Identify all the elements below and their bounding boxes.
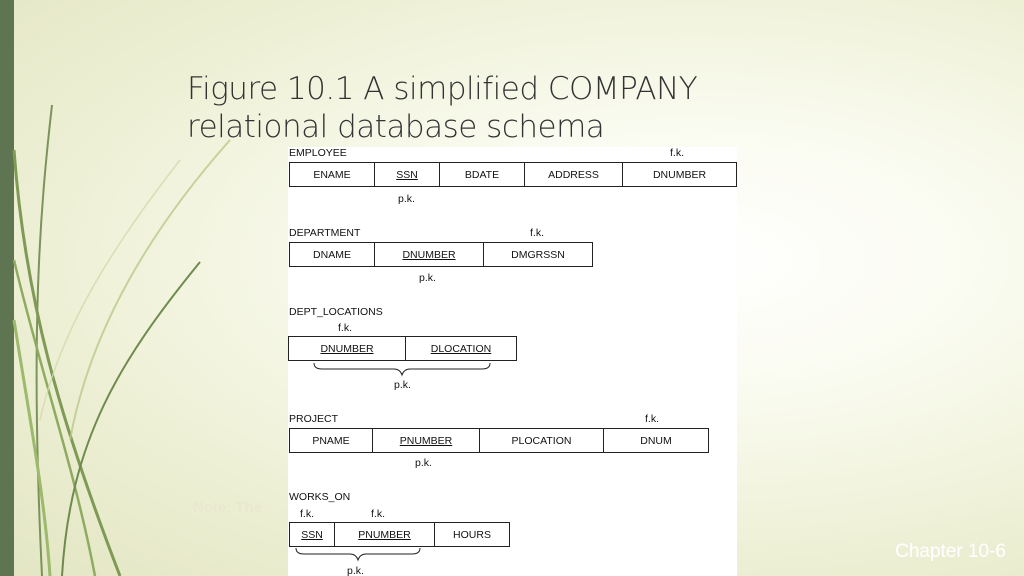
employee-col-ssn-label: SSN xyxy=(396,168,418,181)
employee-table-name: EMPLOYEE xyxy=(289,147,347,159)
employee-pk-label: p.k. xyxy=(398,193,415,205)
employee-col-dnumber: DNUMBER xyxy=(652,168,707,181)
dept-locations-col-dnumber-label: DNUMBER xyxy=(320,342,374,355)
department-fk-label: f.k. xyxy=(530,227,545,239)
slide-footer-chapter: Chapter 10-6 xyxy=(895,541,1006,562)
project-pk-label: p.k. xyxy=(415,457,432,469)
employee-col-ename: ENAME xyxy=(290,163,375,186)
project-fk-label: f.k. xyxy=(645,413,660,425)
project-col-pname: PNAME xyxy=(290,429,373,452)
dept-locations-relation xyxy=(288,336,517,361)
dept-locations-col-dlocation xyxy=(406,337,516,360)
department-col-dnumber-label: DNUMBER xyxy=(402,248,456,261)
title-line-2: relational database schema xyxy=(187,109,605,145)
project-table-name: PROJECT xyxy=(289,413,339,425)
dept-locations-col-dlocation-label: DLOCATION xyxy=(430,342,492,355)
works-on-col-ssn-label: SSN xyxy=(301,528,323,541)
works-on-table-name: WORKS_ON xyxy=(289,491,351,503)
department-relation xyxy=(289,242,593,267)
project-col-pnumber xyxy=(373,429,480,452)
dept-locations-col-dnumber xyxy=(289,337,406,360)
employee-col-ssn xyxy=(375,163,440,186)
slide-title xyxy=(187,70,807,146)
works-on-pk-brace xyxy=(296,548,426,562)
project-col-pnumber-label: PNUMBER xyxy=(399,434,453,447)
department-col-dname: DNAME xyxy=(290,243,375,266)
title-line-1: Figure 10.1 A simplified COMPANY xyxy=(187,71,698,107)
schema-diagram xyxy=(288,147,737,576)
department-table-name: DEPARTMENT xyxy=(289,227,361,239)
works-on-col-pnumber xyxy=(335,523,435,546)
department-col-dmgrssn: DMGRSSN xyxy=(511,248,565,261)
works-on-relation xyxy=(289,522,510,547)
project-col-dnum: DNUM xyxy=(640,434,672,447)
employee-col-bdate: BDATE xyxy=(440,163,525,186)
employee-relation xyxy=(289,162,737,187)
works-on-fk1-label: f.k. xyxy=(300,508,315,520)
works-on-pk-label: p.k. xyxy=(347,565,364,576)
dept-locations-pk-label: p.k. xyxy=(394,379,411,391)
employee-fk-label: f.k. xyxy=(670,147,685,159)
employee-col-address: ADDRESS xyxy=(525,163,623,186)
dept-locations-pk-brace xyxy=(314,363,494,377)
works-on-col-hours: HOURS xyxy=(453,528,491,541)
department-col-dnumber xyxy=(375,243,484,266)
dept-locations-table-name: DEPT_LOCATIONS xyxy=(289,306,383,318)
faded-note-text: Note: The xyxy=(193,499,263,516)
project-relation xyxy=(289,428,709,453)
project-col-plocation: PLOCATION xyxy=(480,429,604,452)
works-on-col-ssn xyxy=(290,523,335,546)
dept-locations-fk-label: f.k. xyxy=(338,322,353,334)
works-on-col-pnumber-label: PNUMBER xyxy=(358,528,411,541)
department-pk-label: p.k. xyxy=(419,272,436,284)
works-on-fk2-label: f.k. xyxy=(371,508,386,520)
